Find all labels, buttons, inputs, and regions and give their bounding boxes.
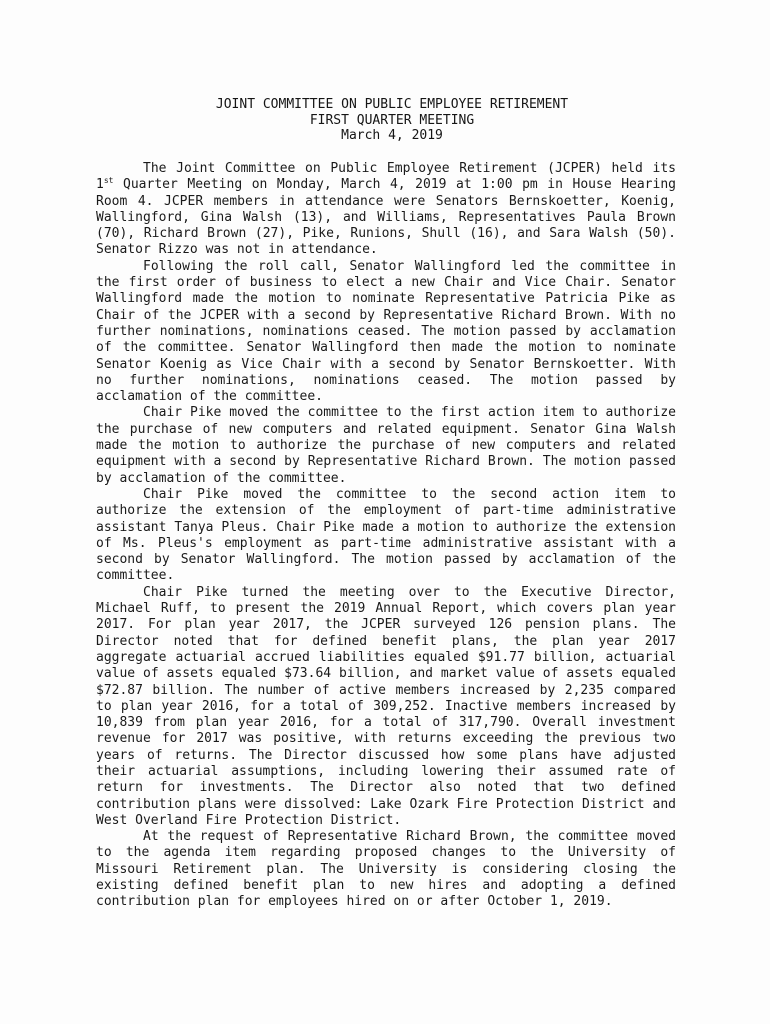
meeting-title: FIRST QUARTER MEETING [309, 112, 475, 128]
paragraph-election: Following the roll call, Senator Wallingford led the committee in the first order of business to elect a new Chair and Vice Chair. Senator Wallingford made the motion to nominate Representative Patricia Pike as Chair of the JCPER with a second by Representative Richard Brown. With no further nominations, nominations ceased. The motion passed by acclamation of the committee. Senator Wallingford then made the motion to nominate Senator Koenig as Vice Chair with a second by Senator Bernskoetter. With no further nominations, nominations ceased. The motion passed by acclamation of the committee. [96, 258, 676, 405]
paragraph-attendance-text-end: Quarter Meeting on Monday, March 4, 2019 at 1:00 pm in House Hearing Room 4. JCPER members in attendance were Senators Bernskoetter, Koenig, Wallingford, Gina Walsh (13), and Williams, Representatives Paula Brown (70), Richard Brown (27), Pike, Runions, Shull (16), and Sara Walsh (50). Senator Rizzo was not in attendance. [96, 177, 676, 258]
ordinal-suffix: st [103, 176, 114, 186]
meeting-date: March 4, 2019 [341, 128, 443, 143]
paragraph-computers: Chair Pike moved the committee to the first action item to authorize the purchase of new computers and related equipment. Senator Gina Walsh made the motion to authorize the purchase of new computers and related equipment with a second by Representative Richard Brown. The motion passed by acclamation of the committee. [96, 405, 676, 486]
paragraph-annual-report: Chair Pike turned the meeting over to the Executive Director, Michael Ruff, to present the 2019 Annual Report, which covers plan year 2017. For plan year 2017, the JCPER surveyed 126 pension plans. The Director noted that for defined benefit plans, the plan year 2017 aggregate actuarial accrued liabilities equaled $91.77 billion, actuarial value of assets equaled $73.64 billion, and market value of assets equaled $72.87 billion. The number of active members increased by 2,235 compared to plan year 2016, for a total of 309,252. Inactive members increased by 10,839 from plan year 2016, for a total of 317,790. Overall investment revenue for 2017 was positive, with returns exceeding the previous two years of returns. The Director discussed how some plans have adjusted their actuarial assumptions, including lowering their assumed rate of return for investments. The Director also noted that two defined contribution plans were dissolved: Lake Ozark Fire Protection District and West Overland Fire Protection District. [96, 584, 676, 828]
paragraph-assistant: Chair Pike moved the committee to the second action item to authorize the extension of the employment of part-time administrative assistant Tanya Pleus. Chair Pike made a motion to authorize the extension of Ms. Pleus's employment as part-time administrative assistant with a second by Senator Wallingford. The motion passed by acclamation of the committee. [96, 486, 676, 584]
paragraph-attendance-text-start: The Joint Committee on Public Employee Retirement (JCPER) held its 1 [96, 161, 676, 193]
committee-title: JOINT COMMITTEE ON PUBLIC EMPLOYEE RETIREMENT [215, 97, 569, 112]
paragraph-university-plan: At the request of Representative Richard Brown, the committee moved to the agenda item regarding proposed changes to the University of Missouri Retirement plan. The University is considering closing the existing defined benefit plan to new hires and adopting a defined contribution plan for employees hired on or after October 1, 2019. [96, 829, 676, 910]
document-body [96, 161, 676, 911]
paragraph-attendance [96, 161, 676, 259]
document-header [0, 97, 770, 144]
